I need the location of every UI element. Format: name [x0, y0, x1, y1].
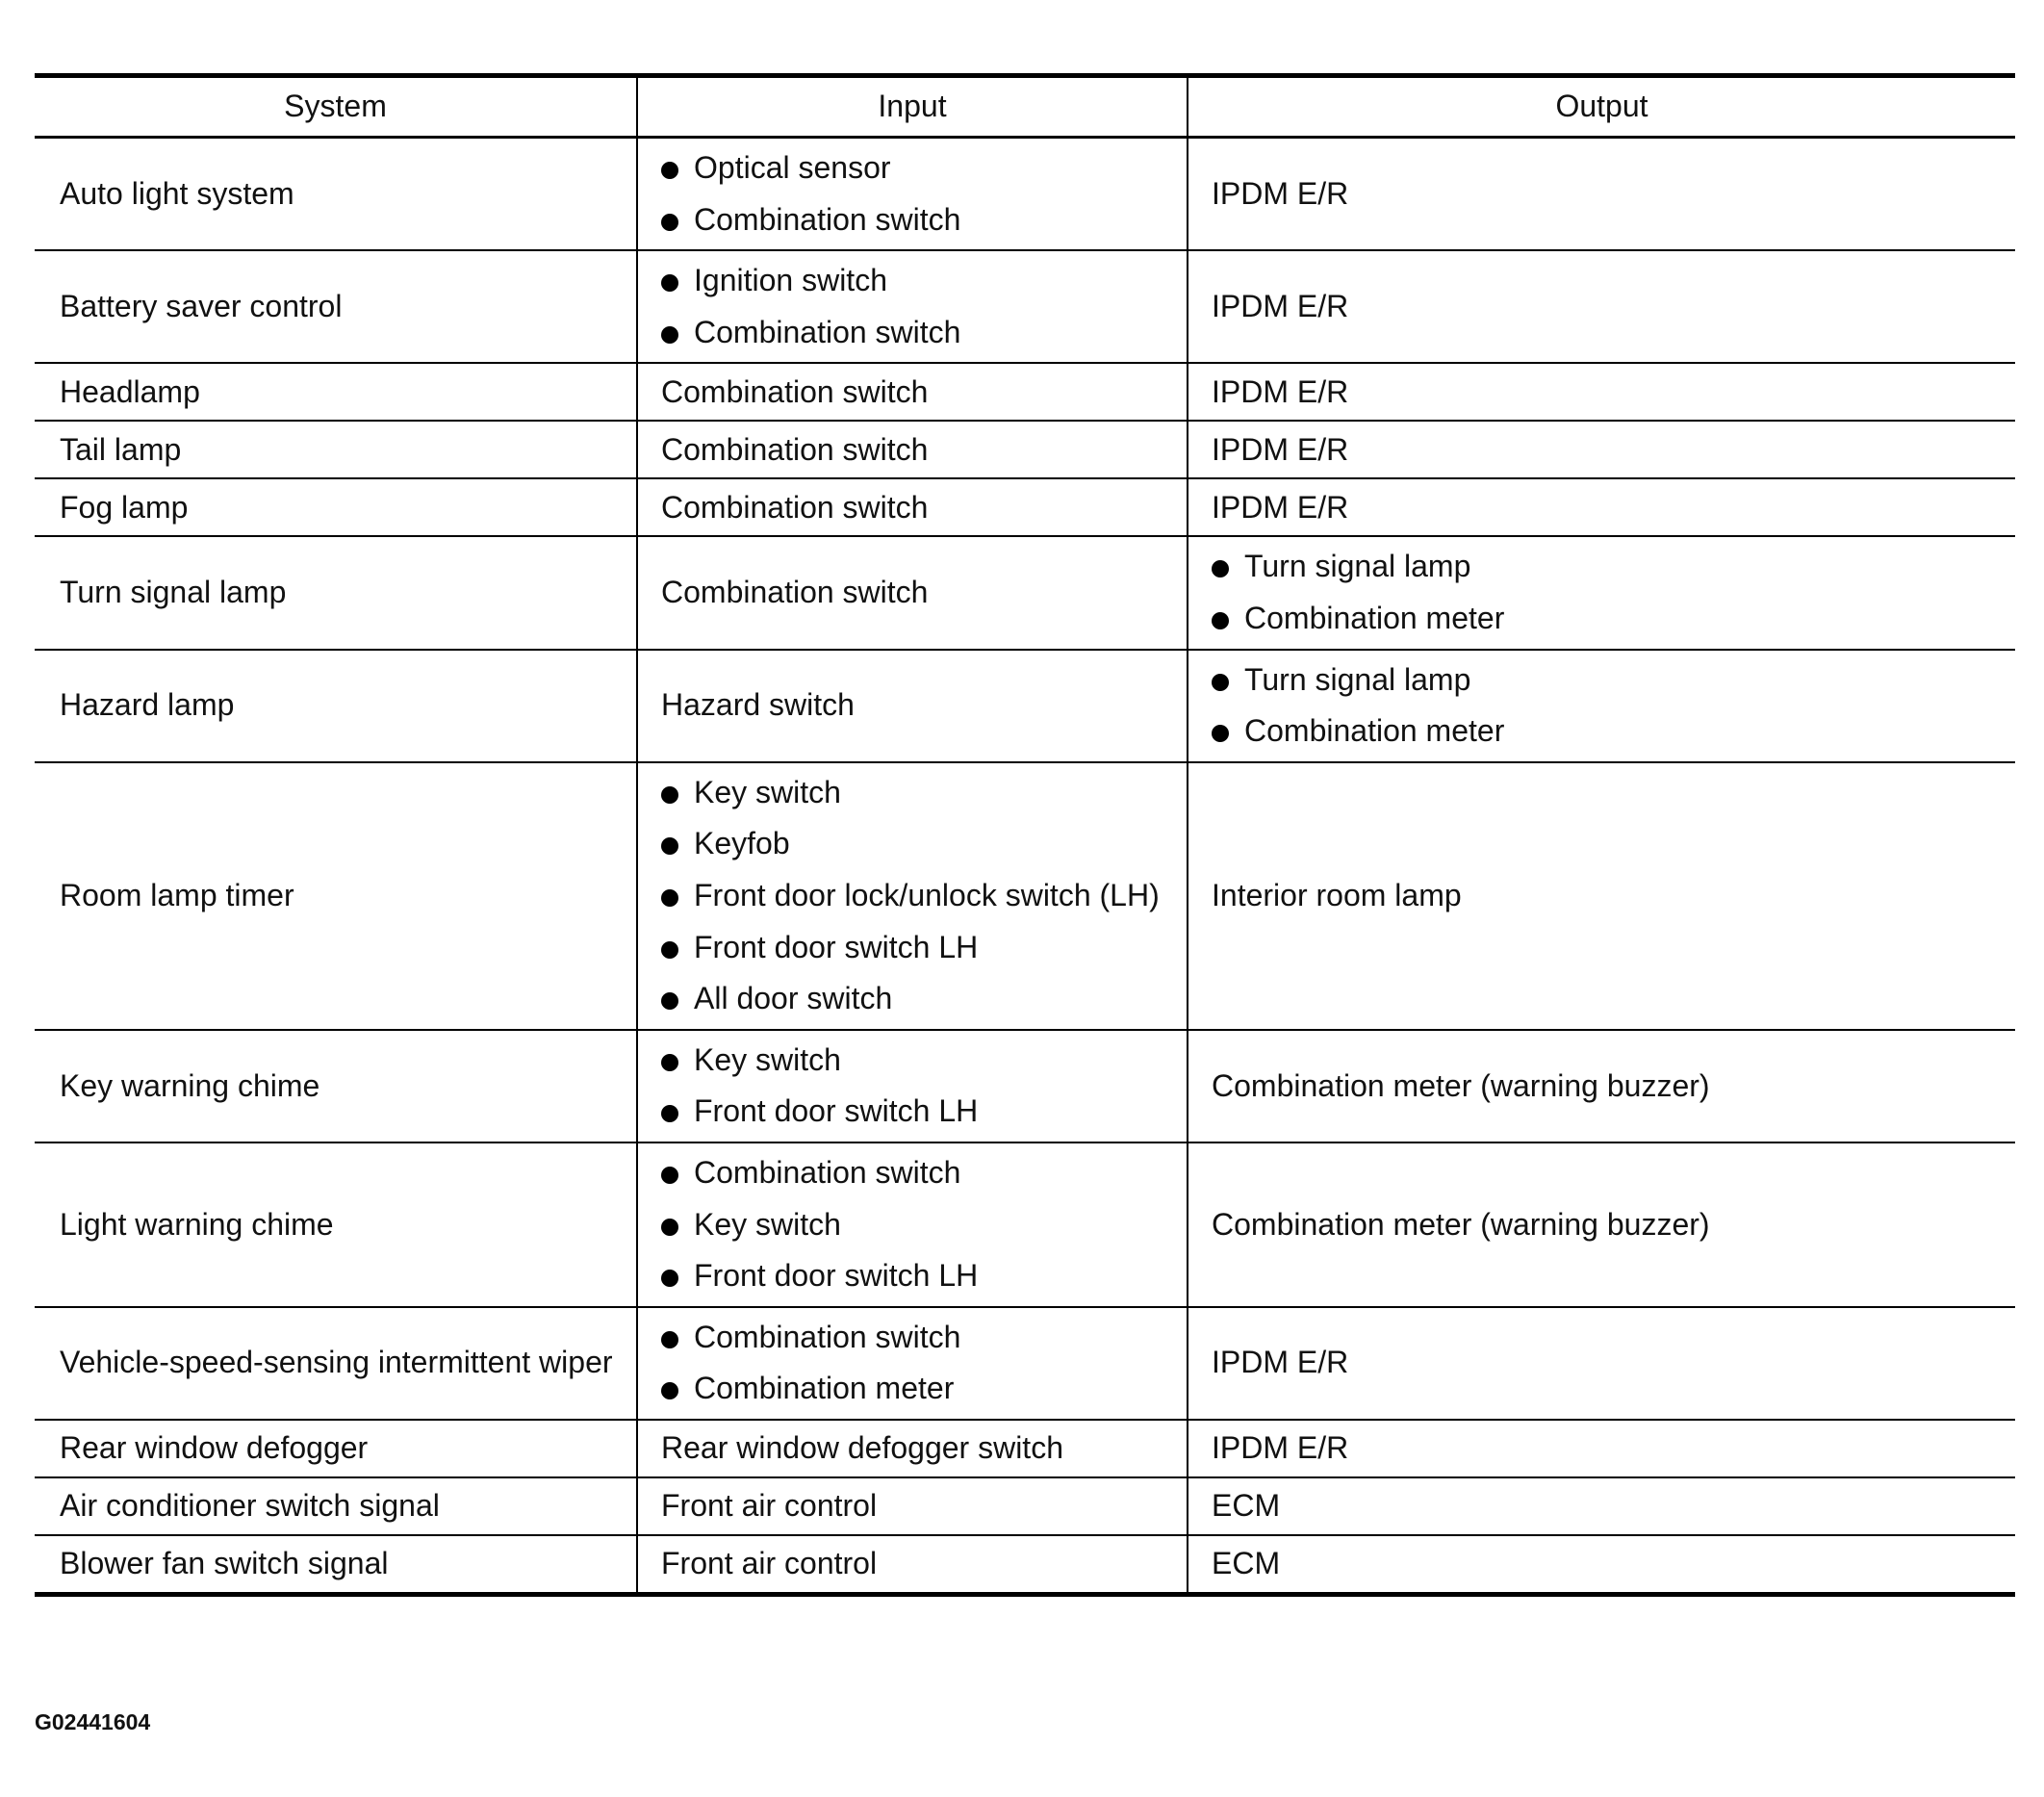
output-cell: IPDM E/R — [1188, 421, 2015, 478]
list-item: Turn signal lamp — [1212, 660, 1992, 701]
system-input-output-table — [35, 73, 2015, 1597]
header-row — [35, 76, 2015, 138]
table-row — [35, 478, 2015, 536]
system-cell: Tail lamp — [35, 421, 637, 478]
input-cell — [637, 1307, 1188, 1420]
output-cell: IPDM E/R — [1188, 363, 2015, 421]
list-item: Ignition switch — [661, 261, 1163, 301]
system-cell: Room lamp timer — [35, 762, 637, 1030]
input-list — [661, 261, 1163, 352]
list-item: Front door switch LH — [661, 928, 1163, 968]
table-row — [35, 1535, 2015, 1595]
header-output: Output — [1188, 76, 2015, 138]
table-row — [35, 762, 2015, 1030]
input-cell — [637, 250, 1188, 363]
output-cell — [1188, 650, 2015, 762]
table-row — [35, 536, 2015, 649]
input-list — [661, 773, 1163, 1019]
output-cell: ECM — [1188, 1535, 2015, 1595]
output-cell: IPDM E/R — [1188, 250, 2015, 363]
output-cell: IPDM E/R — [1188, 478, 2015, 536]
output-list — [1212, 547, 1992, 638]
input-list — [661, 1318, 1163, 1409]
table-row — [35, 363, 2015, 421]
list-item: Keyfob — [661, 824, 1163, 864]
list-item: Turn signal lamp — [1212, 547, 1992, 587]
input-list — [661, 148, 1163, 240]
list-item: Key switch — [661, 773, 1163, 813]
table-row — [35, 138, 2015, 251]
system-cell: Air conditioner switch signal — [35, 1477, 637, 1535]
input-cell: Front air control — [637, 1477, 1188, 1535]
input-cell — [637, 1030, 1188, 1142]
table-row — [35, 1142, 2015, 1307]
output-cell: IPDM E/R — [1188, 138, 2015, 251]
input-list — [661, 1153, 1163, 1296]
list-item: Combination switch — [661, 313, 1163, 353]
output-cell: IPDM E/R — [1188, 1420, 2015, 1477]
input-cell: Rear window defogger switch — [637, 1420, 1188, 1477]
system-cell: Fog lamp — [35, 478, 637, 536]
table-row — [35, 1477, 2015, 1535]
input-cell: Combination switch — [637, 363, 1188, 421]
list-item: Combination switch — [661, 1318, 1163, 1358]
system-cell: Battery saver control — [35, 250, 637, 363]
list-item: Optical sensor — [661, 148, 1163, 189]
system-cell: Headlamp — [35, 363, 637, 421]
list-item: Front door lock/unlock switch (LH) — [661, 876, 1163, 916]
list-item: Key switch — [661, 1205, 1163, 1245]
table-row — [35, 250, 2015, 363]
input-cell: Combination switch — [637, 421, 1188, 478]
table-row — [35, 1420, 2015, 1477]
input-cell — [637, 762, 1188, 1030]
input-list — [661, 1040, 1163, 1132]
system-cell: Hazard lamp — [35, 650, 637, 762]
list-item: Combination meter — [1212, 599, 1992, 639]
table-row — [35, 1030, 2015, 1142]
table-body — [35, 138, 2015, 1595]
input-cell — [637, 1142, 1188, 1307]
table-row — [35, 650, 2015, 762]
output-list — [1212, 660, 1992, 752]
figure-id: G02441604 — [35, 1709, 151, 1734]
system-cell: Blower fan switch signal — [35, 1535, 637, 1595]
input-cell — [637, 138, 1188, 251]
list-item: All door switch — [661, 979, 1163, 1019]
table-row — [35, 421, 2015, 478]
output-cell: Interior room lamp — [1188, 762, 2015, 1030]
system-cell: Turn signal lamp — [35, 536, 637, 649]
system-cell: Auto light system — [60, 175, 294, 211]
header-system: System — [35, 76, 637, 138]
system-cell: Vehicle-speed-sensing intermittent wiper — [35, 1307, 637, 1420]
system-cell: Key warning chime — [35, 1030, 637, 1142]
table-header — [35, 76, 2015, 138]
list-item: Combination meter — [661, 1369, 1163, 1409]
table-row — [35, 1307, 2015, 1420]
input-cell: Front air control — [637, 1535, 1188, 1595]
output-cell — [1188, 536, 2015, 649]
header-input: Input — [637, 76, 1188, 138]
list-item: Front door switch LH — [661, 1091, 1163, 1132]
output-cell: ECM — [1188, 1477, 2015, 1535]
list-item: Key switch — [661, 1040, 1163, 1081]
list-item: Combination switch — [661, 200, 1163, 241]
output-cell: IPDM E/R — [1188, 1307, 2015, 1420]
system-cell: Light warning chime — [35, 1142, 637, 1307]
input-cell: Hazard switch — [637, 650, 1188, 762]
input-cell: Combination switch — [637, 536, 1188, 649]
output-cell: Combination meter (warning buzzer) — [1188, 1030, 2015, 1142]
input-cell: Combination switch — [637, 478, 1188, 536]
list-item: Front door switch LH — [661, 1256, 1163, 1296]
system-cell: Rear window defogger — [35, 1420, 637, 1477]
output-cell: Combination meter (warning buzzer) — [1188, 1142, 2015, 1307]
list-item: Combination switch — [661, 1153, 1163, 1194]
list-item: Combination meter — [1212, 711, 1992, 752]
